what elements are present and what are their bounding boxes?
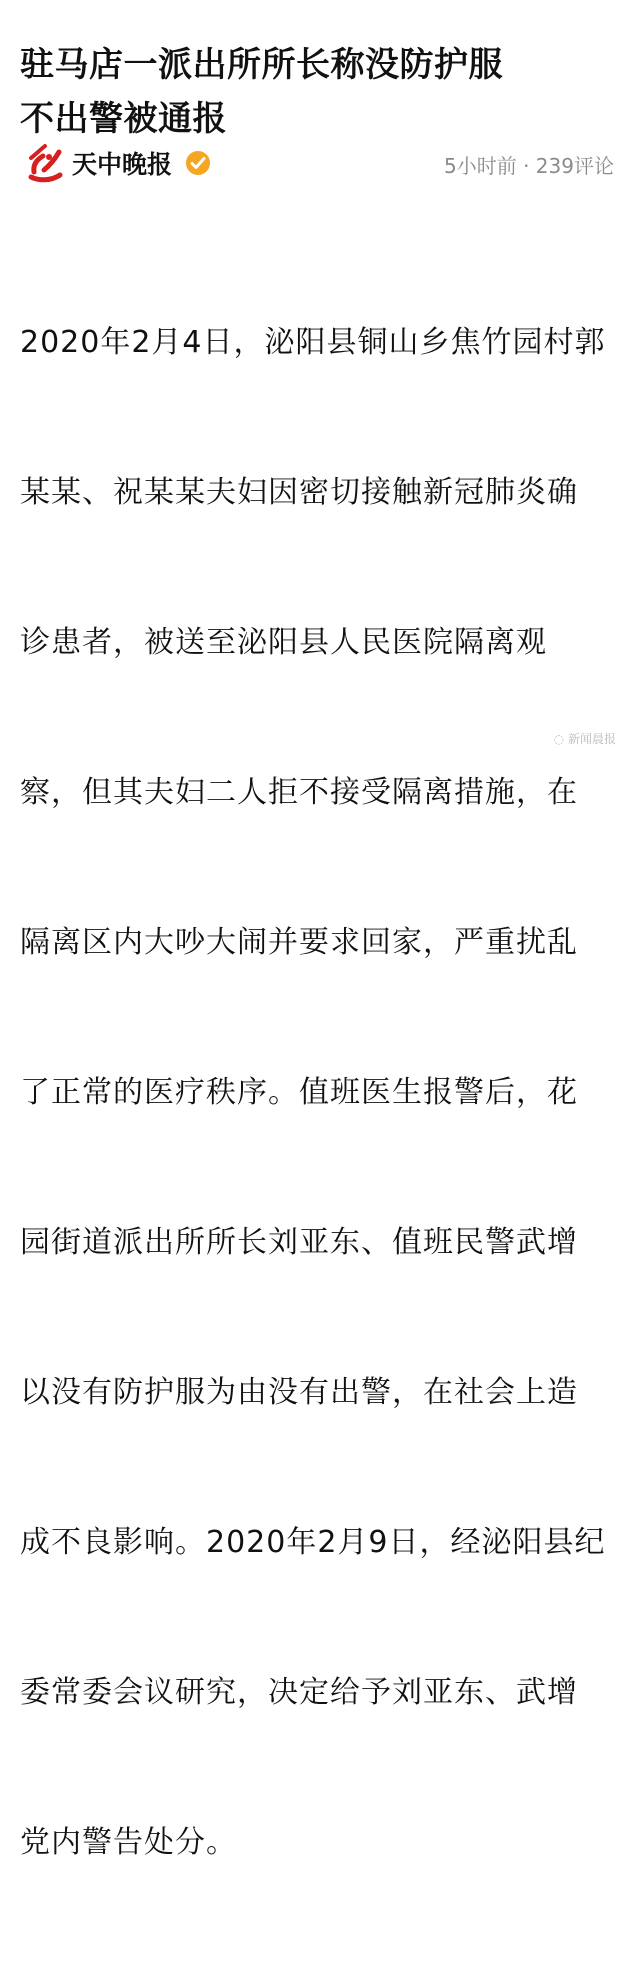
body-line: 了正常的医疗秩序。值班医生报警后，花 [20, 1075, 578, 1110]
article-meta: 5小时前 · 239评论 [444, 154, 614, 178]
body-line: 成不良影响。2020年2月9日，经泌阳县纪 [20, 1525, 606, 1560]
article-body [20, 218, 612, 1968]
source-name[interactable]: 天中晚报 [72, 150, 173, 179]
body-line: 隔离区内大吵大闹并要求回家，严重扰乱 [20, 925, 578, 960]
body-line: 诊患者，被送至泌阳县人民医院隔离观 [20, 625, 547, 660]
verified-badge-icon [185, 150, 211, 176]
body-line: 园街道派出所所长刘亚东、值班民警武增 [20, 1225, 578, 1260]
source-logo-icon [24, 142, 66, 184]
body-line: 2020年2月4日，泌阳县铜山乡焦竹园村郭 [20, 325, 606, 360]
watermark-icon: ◌ [553, 732, 564, 746]
body-line: 以没有防护服为由没有出警，在社会上造 [20, 1375, 578, 1410]
body-line: 党内警告处分。 [20, 1825, 237, 1860]
article-title: 驻马店一派出所所长称没防护服 不出警被通报 [20, 44, 503, 139]
watermark [554, 730, 617, 748]
watermark-text: 新闻晨报 [567, 732, 616, 746]
body-line: 某某、祝某某夫妇因密切接触新冠肺炎确 [20, 475, 578, 510]
source-row[interactable] [24, 142, 614, 188]
body-line: 委常委会议研究，决定给予刘亚东、武增 [20, 1675, 578, 1710]
body-line: 察，但其夫妇二人拒不接受隔离措施，在 [20, 775, 578, 810]
